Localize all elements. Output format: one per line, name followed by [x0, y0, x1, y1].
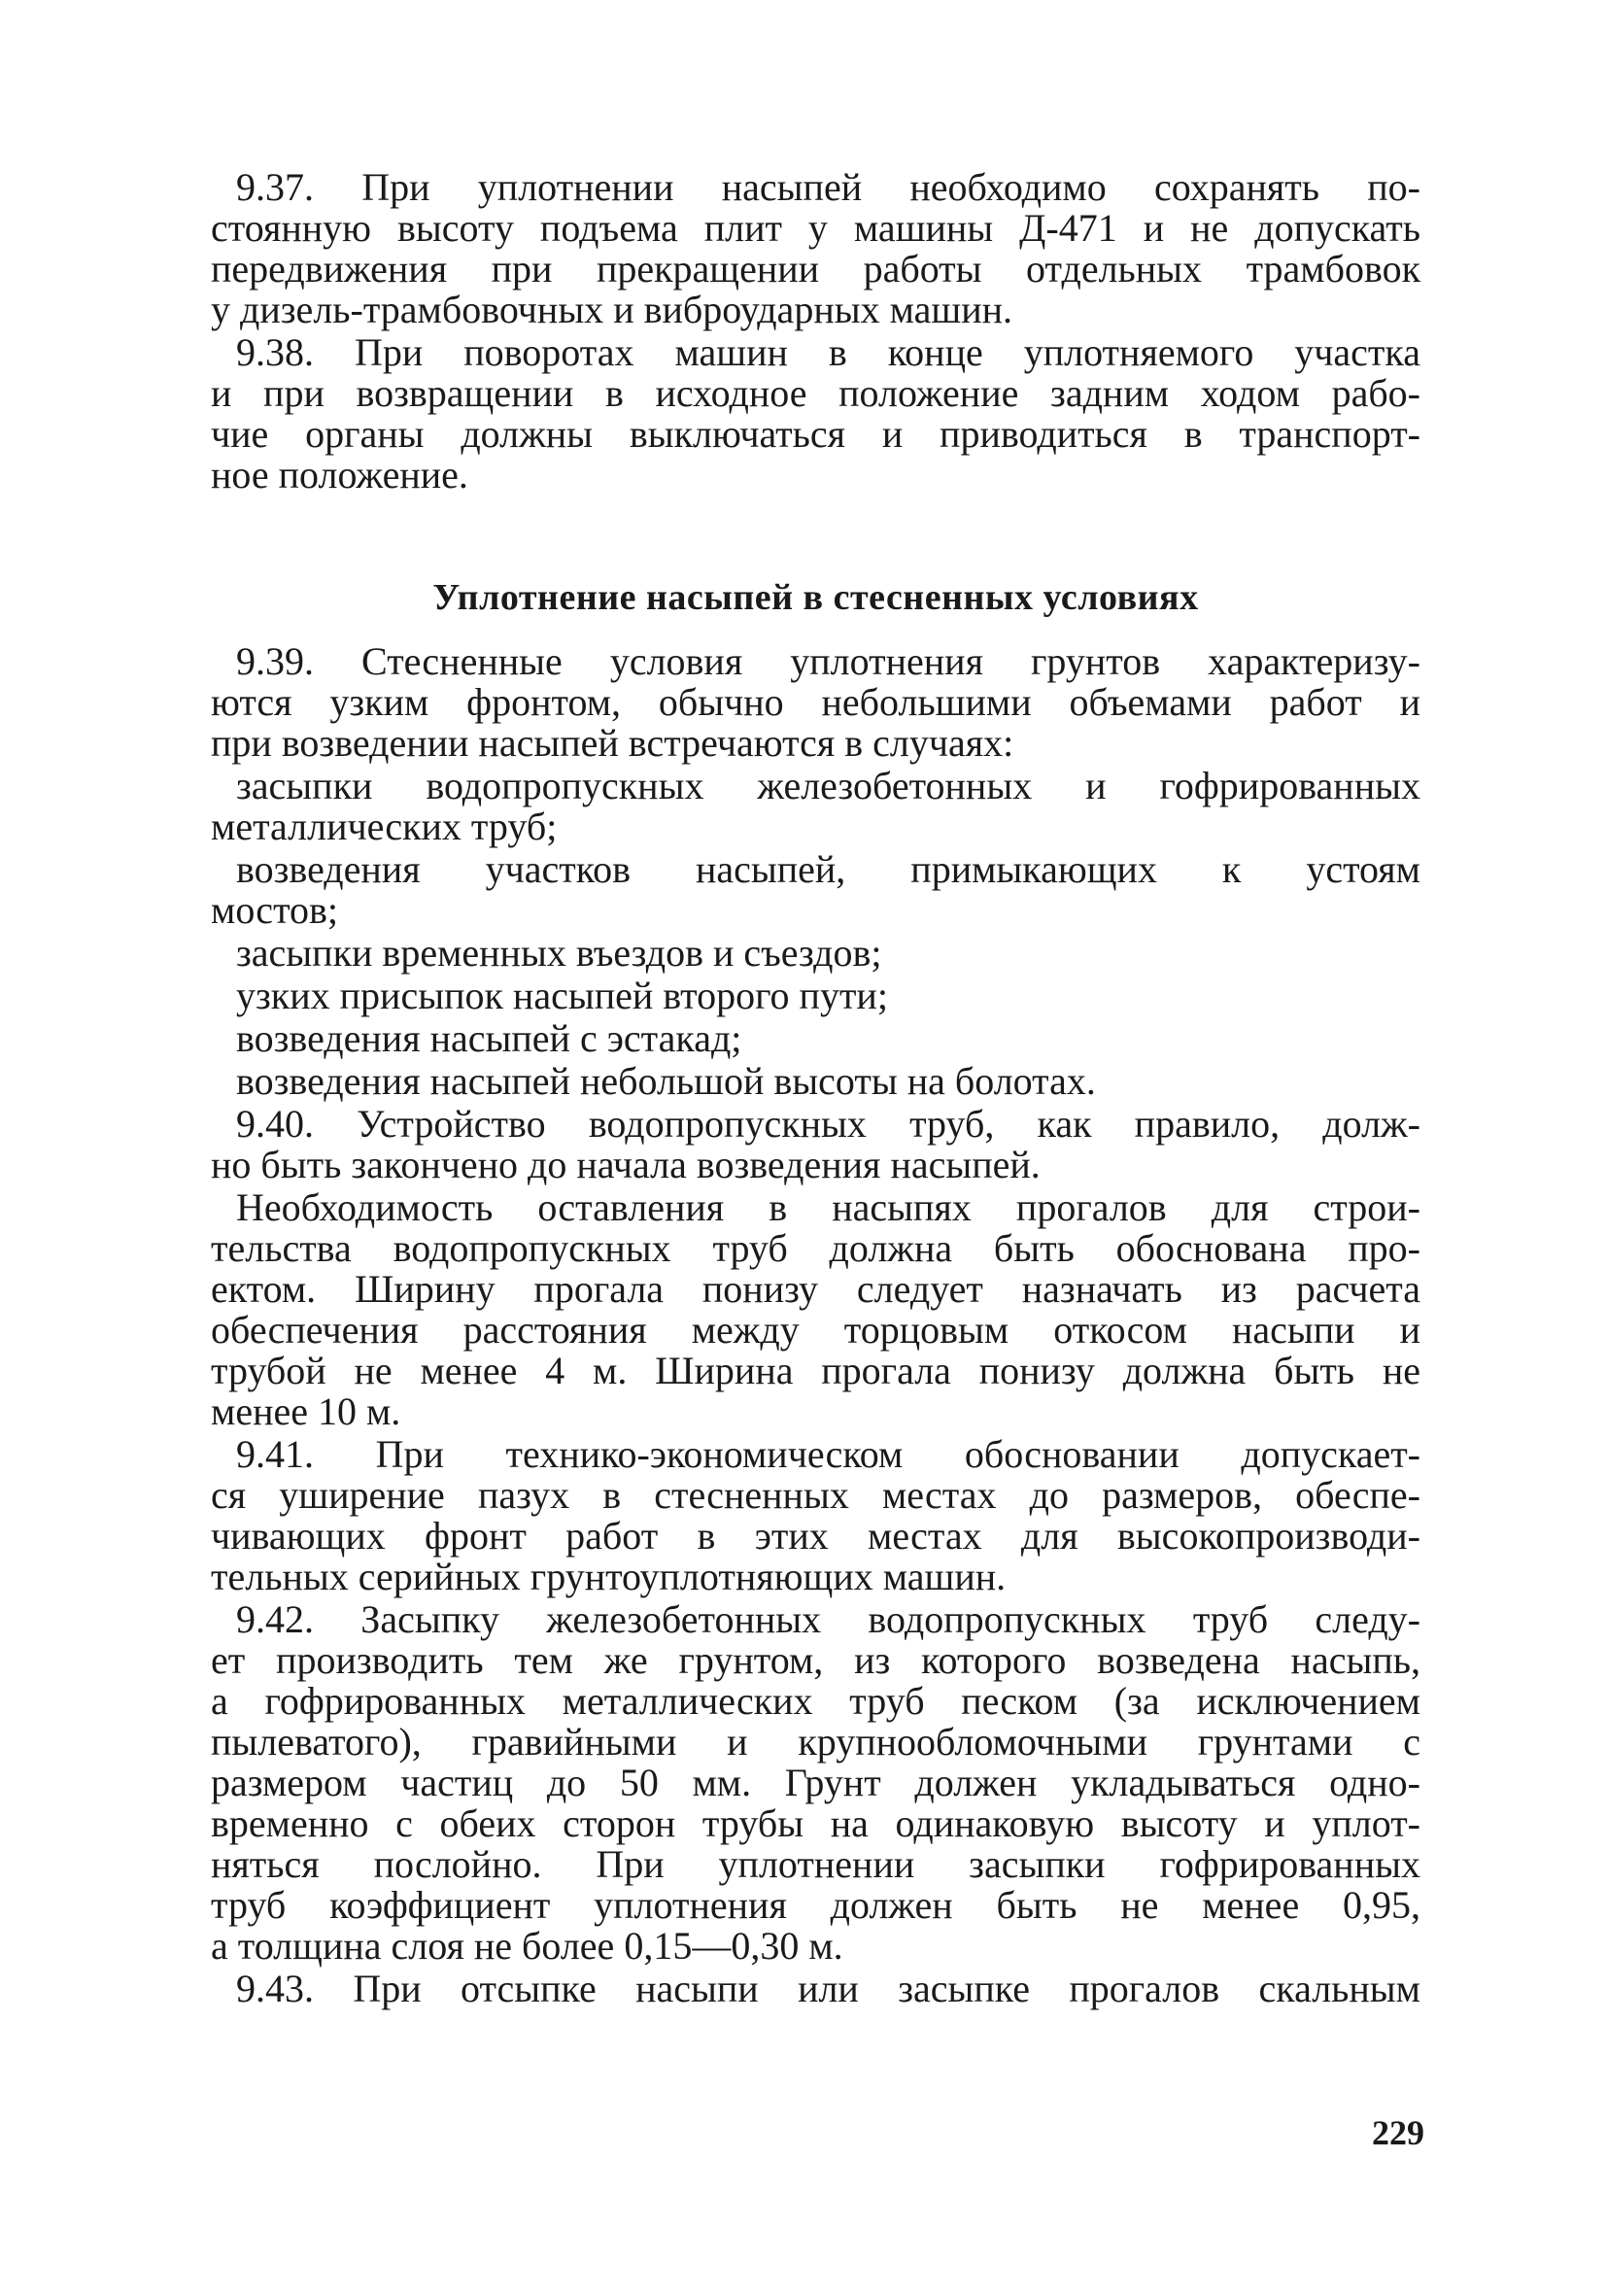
text-line: менее 10 м.: [211, 1389, 401, 1433]
text-line: передвижения при прекращении работы отдельных трамбовок: [211, 247, 1420, 291]
text-line: чие органы должны выключаться и приводиться в транспорт-: [211, 412, 1420, 456]
text-line: 9.38. При поворотах машин в конце уплотняемого участка: [236, 330, 1420, 374]
text-line: няться послойно. При уплотнении засыпки гофрированных: [211, 1842, 1420, 1886]
list-item: возведения насыпей с эстакад;: [236, 1016, 742, 1060]
list-item: возведения участков насыпей, примыкающих к устоям: [236, 847, 1420, 891]
list-item: засыпки водопропускных железобетонных и гофрированных: [236, 764, 1420, 807]
page-number: 229: [1372, 2113, 1424, 2152]
text-line: стоянную высоту подъема плит у машины Д-471 и не допускать: [211, 206, 1420, 250]
text-line: ет производить тем же грунтом, из которого возведена насыпь,: [211, 1638, 1420, 1682]
list-item: засыпки временных въездов и съездов;: [236, 931, 882, 975]
text-line: мостов;: [211, 888, 339, 932]
text-line: пылеватого), гравийными и крупнообломочными грунтами с: [211, 1720, 1420, 1764]
text-line: 9.39. Стесненные условия уплотнения грунтов характеризу-: [236, 639, 1420, 683]
text-line: тельных серийных грунтоуплотняющих машин.: [211, 1555, 1007, 1598]
section-heading: Уплотнение насыпей в стесненных условиях: [432, 577, 1199, 618]
text-line: трубой не менее 4 м. Ширина прогала понизу должна быть не: [211, 1349, 1420, 1392]
text-line: ются узким фронтом, обычно небольшими объемами работ и: [211, 680, 1420, 724]
text-line: Необходимость оставления в насыпях прогалов для строи-: [236, 1185, 1420, 1229]
text-line: чивающих фронт работ в этих местах для высокопроизводи-: [211, 1514, 1420, 1558]
text-line: ное положение.: [211, 453, 468, 497]
text-line: размером частиц до 50 мм. Грунт должен укладываться одно-: [211, 1761, 1420, 1804]
text-line: 9.40. Устройство водопропускных труб, как правило, долж-: [236, 1102, 1420, 1146]
text-line: но быть закончено до начала возведения насыпей.: [211, 1143, 1041, 1186]
list-item: узких присыпок насыпей второго пути;: [236, 974, 888, 1017]
list-item: возведения насыпей небольшой высоты на болотах.: [236, 1059, 1096, 1103]
text-line: при возведении насыпей встречаются в случаях:: [211, 721, 1014, 765]
text-line: а толщина слоя не более 0,15—0,30 м.: [211, 1924, 843, 1968]
text-line: ектом. Ширину прогала понизу следует назначать из расчета: [211, 1267, 1420, 1311]
text-line: у дизель-трамбовочных и виброударных машин.: [211, 288, 1012, 331]
text-line: 9.42. Засыпку железобетонных водопропускных труб следу-: [236, 1597, 1420, 1641]
text-line: временно с обеих сторон трубы на одинаковую высоту и уплот-: [211, 1801, 1420, 1845]
text-line: металлических труб;: [211, 805, 558, 848]
text-line: 9.41. При технико-экономическом обосновании допускает-: [236, 1432, 1420, 1476]
text-line: тельства водопропускных труб должна быть обоснована про-: [211, 1226, 1420, 1270]
text-line: 9.37. При уплотнении насыпей необходимо сохранять по-: [236, 165, 1420, 209]
text-line: труб коэффициент уплотнения должен быть не менее 0,95,: [211, 1883, 1420, 1927]
text-line: 9.43. При отсыпке насыпи или засыпке прогалов скальным: [236, 1967, 1420, 2010]
text-line: и при возвращении в исходное положение задним ходом рабо-: [211, 371, 1420, 415]
text-line: ся уширение пазух в стесненных местах до размеров, обеспе-: [211, 1473, 1420, 1517]
text-line: а гофрированных металлических труб песком (за исключением: [211, 1679, 1420, 1723]
text-line: обеспечения расстояния между торцовым откосом насыпи и: [211, 1308, 1420, 1352]
